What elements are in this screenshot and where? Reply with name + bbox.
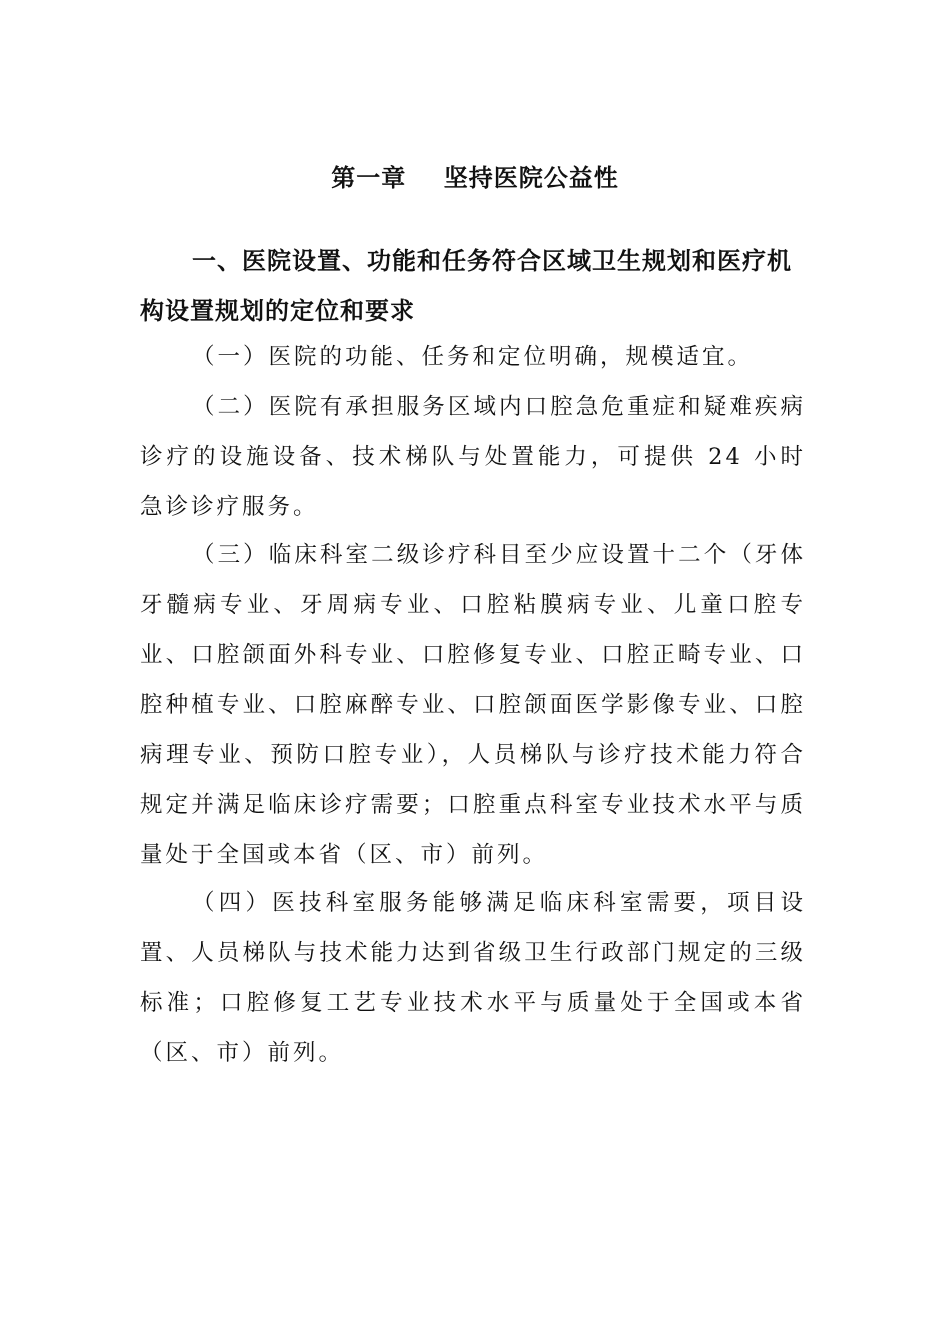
paragraph-item-3: （三）临床科室二级诊疗科目至少应设置十二个（牙体牙髓病专业、牙周病专业、口腔粘膜病专业、儿童口腔专业、口腔颌面外科专业、口腔修复专业、口腔正畸专业、口腔种植专业、口腔麻醉专业、口腔颌面医学影像专业、口腔病理专业、预防口腔专业），人员梯队与诊疗技术能力符合规定并满足临床诊疗需要；口腔重点科室专业技术水平与质量处于全国或本省（区、市）前列。 (140, 542, 806, 868)
section-heading: 一、医院设置、功能和任务符合区域卫生规划和医疗机构设置规划的定位和要求 (140, 247, 792, 325)
chapter-title: 第一章 坚持医院公益性 (331, 164, 619, 192)
paragraph-item-4: （四）医技科室服务能够满足临床科室需要，项目设置、人员梯队与技术能力达到省级卫生行政部门规定的三级标准；口腔修复工艺专业技术水平与质量处于全国或本省（区、市）前列。 (140, 890, 806, 1066)
paragraph-item-2: （二）医院有承担服务区域内口腔急危重症和疑难疾病诊疗的设施设备、技术梯队与处置能力，可提供 24 小时急诊诊疗服务。 (140, 394, 806, 520)
paragraph-item-1: （一）医院的功能、任务和定位明确，规模适宜。 (192, 344, 754, 370)
